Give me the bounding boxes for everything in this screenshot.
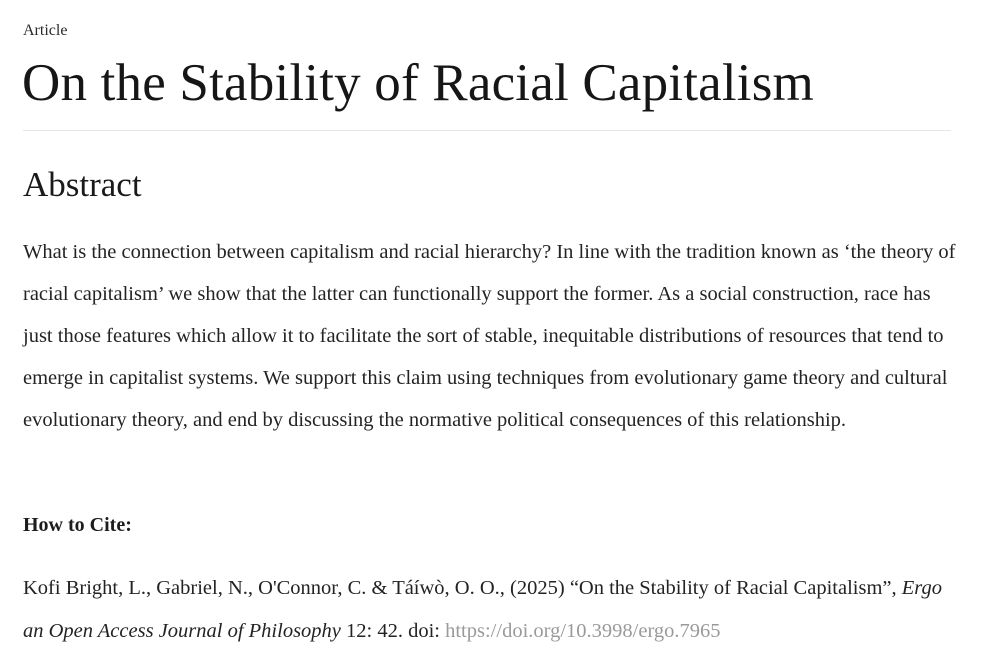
article-title: On the Stability of Racial Capitalism	[22, 54, 814, 112]
citation-text	[23, 567, 958, 653]
citation-journal: Ergo an Open Access Journal of Philosophy	[23, 577, 942, 642]
citation-volume: 12: 42. doi:	[340, 620, 446, 642]
citation-authors-title: Kofi Bright, L., Gabriel, N., O'Connor, C. & Táíwò, O. O., (2025) “On the Stability of Racial Capitalism”,	[23, 577, 902, 599]
abstract-heading: Abstract	[23, 165, 142, 204]
abstract-text: What is the connection between capitalism and racial hierarchy? In line with the tradition known as ‘the theory of racial capitalism’ we show that the latter can functionally support the former. As a social construction, race has just those features which allow it to facilitate the sort of stable, inequitable distributions of resources that tend to emerge in capitalist systems. We support this claim using techniques from evolutionary game theory and cultural evolutionary theory, and end by discussing the normative political consequences of this relationship.	[23, 241, 956, 431]
title-divider	[23, 130, 951, 131]
how-to-cite-label: How to Cite:	[23, 514, 132, 536]
doi-link[interactable]: https://doi.org/10.3998/ergo.7965	[445, 620, 721, 642]
article-type-label: Article	[23, 22, 68, 39]
